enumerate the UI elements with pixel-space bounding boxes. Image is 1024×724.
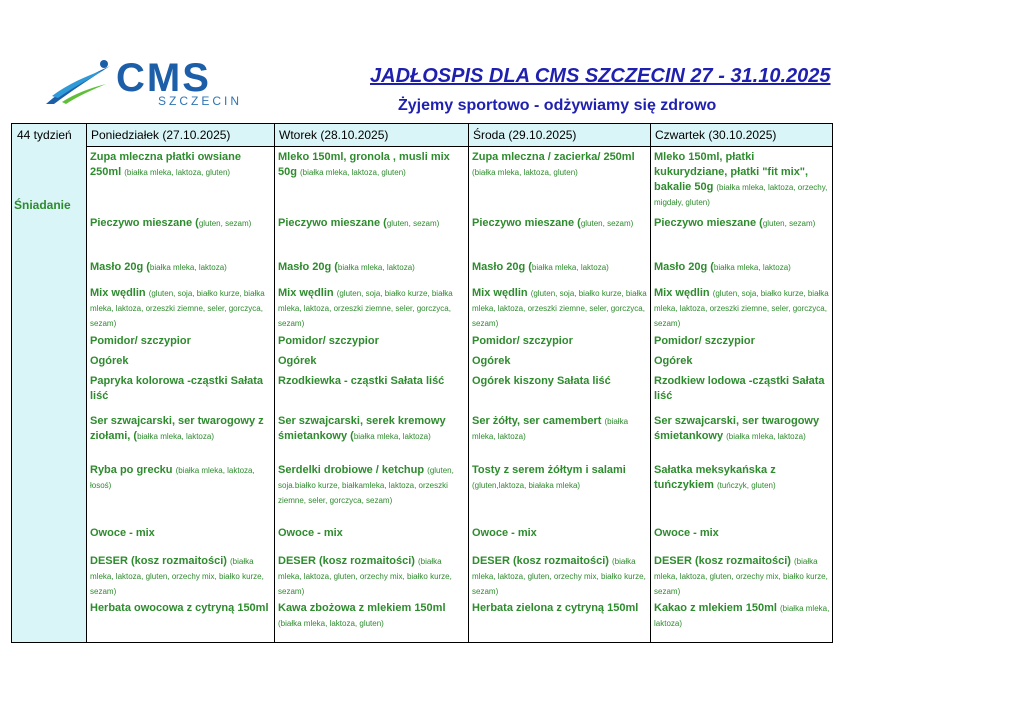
dish-name: Mleko 150ml, gronola , musli mix 50g <box>278 151 450 178</box>
dish-name: Herbata owocowa z cytryną 150ml <box>90 602 269 614</box>
menu-item-cell <box>470 286 650 334</box>
menu-item-cell <box>470 354 650 374</box>
menu-item-cell <box>276 414 468 463</box>
menu-item-cell <box>652 260 832 286</box>
divider <box>86 123 87 643</box>
dish-name: Pieczywo mieszane ( <box>472 217 581 229</box>
dish-name: Owoce - mix <box>90 527 155 539</box>
dish-name: Sałatka meksykańska z tuńczykiem <box>654 464 776 491</box>
allergens: (gluten, soja.białko kurze, białkamleka, laktoza, orzeszki ziemne, seler, gorczyca, sezam) <box>278 466 454 505</box>
allergens: (gluten, soja, białko kurze, białka mleka, laktoza, orzeszki ziemne, seler, gorczyca, sezam) <box>278 289 453 328</box>
menu-item-cell <box>652 374 832 414</box>
menu-item-cell <box>470 526 650 554</box>
menu-item-cell <box>88 216 274 260</box>
day-header: Środa (29.10.2025) <box>473 128 577 142</box>
dish-name: Ser szwajcarski, ser twarogowy śmietankowy <box>654 415 820 442</box>
allergens: (gluten, soja, białko kurze, białka mleka, laktoza, orzeszki ziemne, seler, gorczyca, sezam) <box>472 289 647 328</box>
menu-item-cell <box>276 374 468 414</box>
meal-label: Śniadanie <box>14 198 71 212</box>
menu-item-cell <box>276 354 468 374</box>
allergens: (gluten,laktoza, białaka mleka) <box>472 481 581 490</box>
dish-name: Mix wędlin <box>472 287 531 299</box>
dish-name: Tosty z serem żółtym i salami <box>472 464 626 476</box>
dish-name: Pieczywo mieszane ( <box>278 217 387 229</box>
dish-name: Owoce - mix <box>472 527 537 539</box>
allergens: (białka mleka, laktoza, gluten) <box>124 168 231 177</box>
menu-item-cell <box>652 414 832 463</box>
menu-item-cell <box>88 414 274 463</box>
menu-item-cell <box>88 334 274 354</box>
menu-item-cell <box>276 216 468 260</box>
divider <box>468 123 469 643</box>
menu-item-cell <box>652 463 832 526</box>
dish-name: Ser żółty, ser camembert <box>472 415 605 427</box>
menu-table <box>11 123 833 643</box>
menu-item-cell <box>276 334 468 354</box>
menu-item-cell <box>276 601 468 641</box>
menu-item-cell <box>470 216 650 260</box>
dish-name: Rzodkiew lodowa -cząstki Sałata liść <box>654 375 825 402</box>
allergens: białka mleka, laktoza) <box>353 432 431 441</box>
menu-item-cell <box>88 150 274 216</box>
cms-logo <box>44 58 284 108</box>
dish-name: Masło 20g ( <box>90 261 150 273</box>
dish-name: Rzodkiewka - cząstki Sałata liść <box>278 375 445 387</box>
dish-name: Masło 20g ( <box>654 261 714 273</box>
divider <box>650 123 651 643</box>
allergens: (białka mleka, laktoza, gluten) <box>278 619 384 628</box>
meal-column <box>11 146 86 642</box>
allergens: (białka mleka, laktoza, gluten, orzechy mix, białko kurze, sezam) <box>472 557 646 596</box>
menu-item-cell <box>276 260 468 286</box>
divider <box>832 123 833 643</box>
dish-name: Ogórek <box>278 355 317 367</box>
dish-name: Ogórek <box>472 355 511 367</box>
day-header: Wtorek (28.10.2025) <box>279 128 389 142</box>
dish-name: Mleko 150ml, płatki kukurydziane, płatki "fit mix", bakalie 50g <box>654 151 809 193</box>
week-header: 44 tydzień <box>17 128 72 142</box>
menu-item-cell <box>276 554 468 601</box>
divider <box>274 123 275 643</box>
allergens: gluten, sezam) <box>580 219 634 228</box>
dish-name: Kakao z mlekiem 150ml <box>654 602 780 614</box>
dish-name: Mix wędlin <box>90 287 149 299</box>
allergens: gluten, sezam) <box>762 219 816 228</box>
dish-name: Pomidor/ szczypior <box>90 335 191 347</box>
menu-item-cell <box>652 150 832 216</box>
menu-item-cell <box>470 374 650 414</box>
menu-item-cell <box>88 260 274 286</box>
menu-item-cell <box>88 601 274 641</box>
allergens: (białka mleka, laktoza, gluten, orzechy mix, białko kurze, sezam) <box>90 557 264 596</box>
allergens: (tuńczyk, gluten) <box>716 481 776 490</box>
allergens: (białka mleka, laktoza, łosoś) <box>90 466 255 490</box>
dish-name: Kawa zbożowa z mlekiem 150ml <box>278 602 446 614</box>
dish-name: Zupa mleczna / zacierka/ 250ml <box>472 151 635 163</box>
menu-item-cell <box>652 216 832 260</box>
dish-name: Serdelki drobiowe / ketchup <box>278 464 428 476</box>
menu-item-cell <box>88 374 274 414</box>
dish-name: Ogórek <box>654 355 693 367</box>
menu-item-cell <box>470 334 650 354</box>
dish-name: Pomidor/ szczypior <box>654 335 755 347</box>
dish-name: Mix wędlin <box>654 287 713 299</box>
allergens: (białka mleka, laktoza) <box>726 432 806 441</box>
menu-item-cell <box>88 526 274 554</box>
menu-item-cell <box>88 554 274 601</box>
allergens: (białka mleka, laktoza) <box>654 604 830 628</box>
menu-item-cell <box>470 414 650 463</box>
divider <box>11 642 833 643</box>
dish-name: Ser szwajcarski, serek kremowy śmietankowy ( <box>278 415 446 442</box>
menu-item-cell <box>470 601 650 641</box>
dish-name: Ryba po grecku <box>90 464 176 476</box>
menu-item-cell <box>88 463 274 526</box>
dish-name: Owoce - mix <box>654 527 719 539</box>
allergens: białka mleka, laktoza) <box>137 432 214 441</box>
page-title: JADŁOSPIS DLA CMS SZCZECIN 27 - 31.10.2025 <box>370 65 831 87</box>
allergens: (białka mleka, laktoza) <box>472 417 629 441</box>
menu-item-cell <box>652 526 832 554</box>
runner-swoosh-icon <box>44 58 116 108</box>
menu-item-cell <box>276 286 468 334</box>
menu-item-cell <box>470 554 650 601</box>
menu-item-cell <box>276 463 468 526</box>
menu-item-cell <box>652 554 832 601</box>
dish-name: Ser szwajcarski, ser twarogowy z ziołami, ( <box>90 415 264 442</box>
dish-name: Pieczywo mieszane ( <box>654 217 763 229</box>
allergens: (gluten, soja, białko kurze, białka mleka, laktoza, orzeszki ziemne, seler, gorczyca, sezam) <box>654 289 829 328</box>
menu-item-cell <box>276 150 468 216</box>
divider <box>11 123 12 643</box>
menu-item-cell <box>470 150 650 216</box>
dish-name: Pomidor/ szczypior <box>278 335 379 347</box>
allergens: białka mleka, laktoza) <box>149 263 227 272</box>
dish-name: Pomidor/ szczypior <box>472 335 573 347</box>
menu-item-cell <box>470 260 650 286</box>
dish-name: DESER (kosz rozmaitości) <box>654 555 794 567</box>
allergens: (gluten, soja, białko kurze, białka mleka, laktoza, orzeszki ziemne, seler, gorczyca, sezam) <box>90 289 265 328</box>
dish-name: Herbata zielona z cytryną 150ml <box>472 602 639 614</box>
dish-name: Ogórek <box>90 355 129 367</box>
menu-item-cell <box>470 463 650 526</box>
menu-item-cell <box>652 334 832 354</box>
menu-item-cell <box>652 286 832 334</box>
logo-text: CMS <box>116 56 211 100</box>
menu-item-cell <box>652 601 832 641</box>
dish-name: Masło 20g ( <box>278 261 338 273</box>
allergens: białka mleka, laktoza) <box>337 263 415 272</box>
allergens: (białka mleka, laktoza, gluten, orzechy mix, białko kurze, sezam) <box>278 557 452 596</box>
allergens: gluten, sezam) <box>198 219 252 228</box>
allergens: gluten, sezam) <box>386 219 440 228</box>
allergens: (białka mleka, laktoza, orzechy, migdały, gluten) <box>654 183 828 207</box>
dish-name: Pieczywo mieszane ( <box>90 217 199 229</box>
allergens: (białka mleka, laktoza, gluten, orzechy mix, białko kurze, sezam) <box>654 557 828 596</box>
day-header: Czwartek (30.10.2025) <box>655 128 777 142</box>
dish-name: Papryka kolorowa -cząstki Sałata liść <box>90 375 264 402</box>
dish-name: Owoce - mix <box>278 527 343 539</box>
allergens: białka mleka, laktoza) <box>713 263 791 272</box>
logo-city: SZCZECIN <box>158 94 242 108</box>
dish-name: Zupa mleczna płatki owsiane 250ml <box>90 151 241 178</box>
menu-item-cell <box>276 526 468 554</box>
page-subtitle: Żyjemy sportowo - odżywiamy się zdrowo <box>398 97 717 114</box>
menu-item-cell <box>88 354 274 374</box>
dish-name: Mix wędlin <box>278 287 337 299</box>
dish-name: Masło 20g ( <box>472 261 532 273</box>
dish-name: DESER (kosz rozmaitości) <box>278 555 418 567</box>
allergens: (białka mleka, laktoza, gluten) <box>472 168 578 177</box>
allergens: (białka mleka, laktoza, gluten) <box>300 168 406 177</box>
table-header <box>11 123 833 147</box>
dish-name: DESER (kosz rozmaitości) <box>472 555 612 567</box>
allergens: białka mleka, laktoza) <box>531 263 609 272</box>
menu-item-cell <box>652 354 832 374</box>
menu-item-cell <box>88 286 274 334</box>
day-header: Poniedziałek (27.10.2025) <box>91 128 231 142</box>
dish-name: DESER (kosz rozmaitości) <box>90 555 230 567</box>
dish-name: Ogórek kiszony Sałata liść <box>472 375 611 387</box>
